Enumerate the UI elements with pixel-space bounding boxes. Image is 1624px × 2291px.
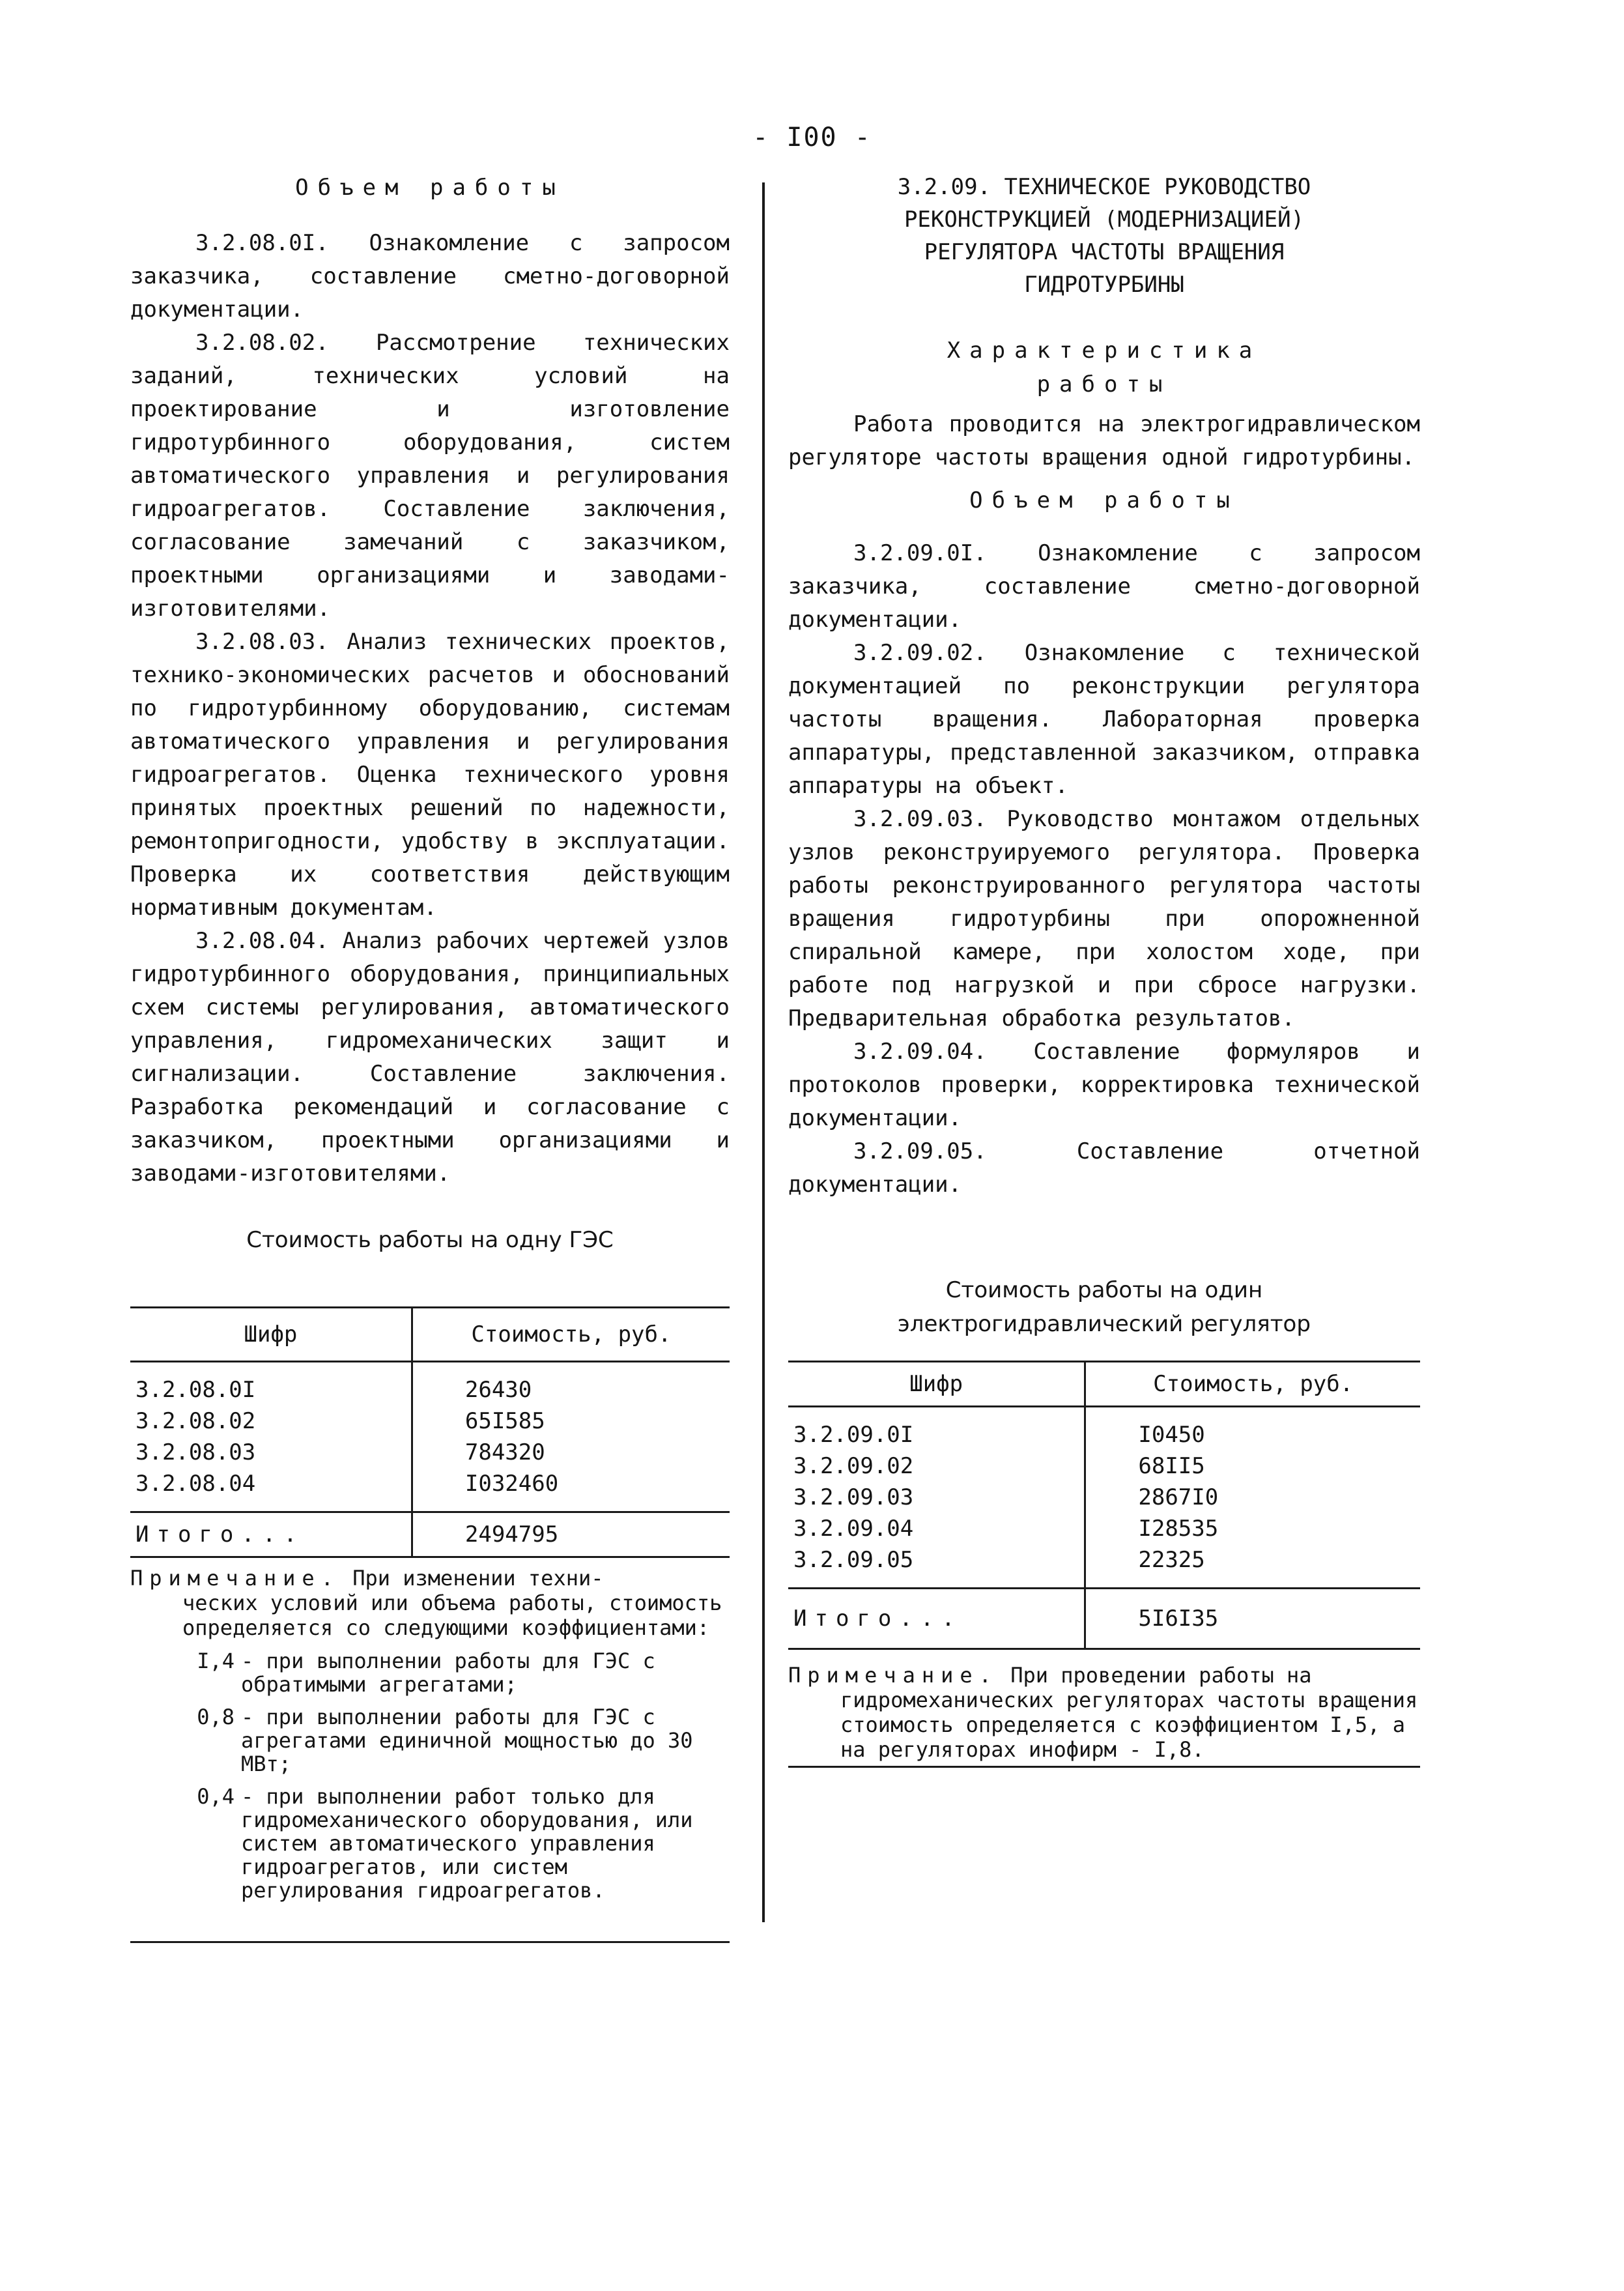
item-3-2-08-04: 3.2.08.04. Анализ рабочих чертежей узлов гидротурбинного оборудования, принципиальных схем системы регулирования, автоматического управления, гидромеханических защит и сигнализации. Составление заключения. Разработка рекомендаций и согласование с заказчиком, проектными организациями и заводами-изготовителями.: [130, 928, 730, 1187]
coefficient-text: - при выполнении работы для ГЭС с агрегатами единичной мощностью до 30 МВт;: [241, 1705, 693, 1776]
coefficient-value: 0,8: [197, 1705, 235, 1729]
note-text-rest: ческих условий или объема работы, стоимость определяется со следующими коэффициентами:: [182, 1591, 722, 1640]
row-code: 3.2.09.03: [788, 1482, 1085, 1513]
table-total-row: [788, 1589, 1420, 1649]
coefficient-value: I,4: [197, 1649, 235, 1673]
table-caption-right: Стоимость работы на один: [945, 1277, 1263, 1303]
section-title: [788, 171, 1420, 301]
column-divider: [762, 182, 765, 1922]
table-row: [788, 1482, 1420, 1513]
table-row: [130, 1362, 730, 1406]
row-code: 3.2.09.02: [788, 1450, 1085, 1482]
row-cost: I28535: [1138, 1516, 1219, 1542]
note-label: Примечание.: [130, 1566, 340, 1591]
note-text-first: При изменении техни-: [352, 1566, 604, 1591]
row-cost: I032460: [464, 1471, 559, 1497]
coefficient-text: - при выполнении работ только для гидромеханического оборудования, или систем автоматического управления гидроагрегатов, или систем регулирования гидроагрегатов.: [241, 1784, 693, 1903]
item-3-2-08-02: 3.2.08.02. Рассмотрение технических заданий, технических условий на проектирование и изготовление гидротурбинного оборудования, систем автоматического управления и регулирования гидроагрегатов. Составление заключения, согласование замечаний с заказчиком, проектными организациями и заводами-изготовителями.: [130, 330, 730, 622]
row-code: 3.2.08.04: [130, 1468, 412, 1512]
section-title-line: 3.2.09. ТЕХНИЧЕСКОЕ РУКОВОДСТВО: [897, 174, 1311, 200]
note-label: Примечание.: [788, 1663, 998, 1688]
row-code: 3.2.08.02: [130, 1405, 412, 1437]
total-label: Итого...: [788, 1589, 1085, 1649]
cost-table-left: [130, 1306, 730, 1558]
coefficient-item: [130, 1785, 730, 1902]
note-text-rest: гидромеханических регуляторах частоты вращения стоимость определяется с коэффициентом I,5, а на регуляторах инофирм - I,8.: [840, 1688, 1418, 1762]
cost-table-right: [788, 1361, 1420, 1650]
table-caption-right-2: электрогидравлический регулятор: [898, 1311, 1311, 1337]
row-code: 3.2.09.0I: [788, 1407, 1085, 1451]
item-3-2-09-02: 3.2.09.02. Ознакомление с технической документацией по реконструкции регулятора частоты вращения. Лабораторная проверка аппаратуры, представленной заказчиком, отправка аппаратуры на объект.: [788, 640, 1420, 799]
column-header-cost: Стоимость, руб.: [471, 1321, 672, 1347]
total-value: 5I6I35: [1138, 1606, 1219, 1632]
row-cost: I0450: [1138, 1422, 1205, 1448]
column-header-cost: Стоимость, руб.: [1153, 1371, 1354, 1397]
item-3-2-09-05: 3.2.09.05. Составление отчетной документации.: [788, 1138, 1420, 1198]
characteristic-heading-2: работы: [1036, 371, 1172, 397]
coefficient-text: - при выполнении работы для ГЭС с обратимыми агрегатами;: [241, 1649, 655, 1697]
column-header-code: Шифр: [130, 1308, 412, 1362]
coefficient-item: [130, 1649, 730, 1696]
item-3-2-09-04: 3.2.09.04. Составление формуляров и протоколов проверки, корректировка технической документации.: [788, 1039, 1420, 1131]
table-row: [788, 1450, 1420, 1482]
row-cost: 784320: [464, 1439, 545, 1465]
row-cost: 26430: [464, 1377, 532, 1403]
table-header-row: [788, 1362, 1420, 1407]
row-code: 3.2.08.03: [130, 1437, 412, 1468]
table-row: [788, 1513, 1420, 1544]
table-row: [130, 1405, 730, 1437]
section-end-rule: [130, 1941, 730, 1943]
coefficient-value: 0,4: [197, 1784, 235, 1809]
section-title-line: РЕГУЛЯТОРА ЧАСТОТЫ ВРАЩЕНИЯ: [924, 239, 1285, 265]
table-row: [788, 1544, 1420, 1589]
section-title-line: РЕКОНСТРУКЦИЕЙ (МОДЕРНИЗАЦИЕЙ): [904, 207, 1305, 233]
coefficient-item: [130, 1705, 730, 1776]
table-row: [130, 1437, 730, 1468]
scope-heading-left: Объем работы: [295, 175, 565, 201]
row-code: 3.2.09.04: [788, 1513, 1085, 1544]
column-header-code: Шифр: [788, 1362, 1085, 1407]
row-code: 3.2.09.05: [788, 1544, 1085, 1589]
note-text-first: При проведении работы на: [1010, 1663, 1312, 1688]
item-3-2-09-03: 3.2.09.03. Руководство монтажом отдельных узлов реконструируемого регулятора. Проверка работы реконструированного регулятора частоты вращения гидротурбины при опорожненной спиральной камере, при холостом ходе, при работе под нагрузкой и при сбросе нагрузки. Предварительная обработка результатов.: [788, 806, 1420, 1031]
section-title-line: ГИДРОТУРБИНЫ: [1024, 272, 1184, 298]
row-cost: 22325: [1138, 1547, 1205, 1573]
row-cost: 2867I0: [1138, 1484, 1219, 1510]
item-3-2-09-01: 3.2.09.0I. Ознакомление с запросом заказчика, составление сметно-договорной документации.: [788, 540, 1420, 633]
scope-heading-right: Объем работы: [969, 487, 1239, 513]
item-3-2-08-03: 3.2.08.03. Анализ технических проектов, технико-экономических расчетов и обоснований по гидротурбинному оборудованию, системам автоматического управления и регулирования гидроагрегатов. Оценка технического уровня принятых проектных решений по надежности, ремонтопригодности, удобству в эксплуатации. Проверка их соответствия действующим нормативным документам.: [130, 629, 730, 921]
table-caption-left: Стоимость работы на одну ГЭС: [246, 1227, 614, 1253]
table-row: [130, 1468, 730, 1512]
characteristic-heading: Характеристика: [947, 338, 1262, 364]
row-cost: 68II5: [1138, 1453, 1205, 1479]
left-column: [130, 171, 730, 1943]
item-3-2-08-01: 3.2.08.0I. Ознакомление с запросом заказчика, составление сметно-договорной документации.: [130, 230, 730, 323]
total-value: 2494795: [464, 1521, 559, 1548]
table-total-row: [130, 1512, 730, 1557]
row-code: 3.2.08.0I: [130, 1362, 412, 1406]
row-cost: 65I585: [464, 1408, 545, 1434]
characteristic-text: Работа проводится на электрогидравлическом регуляторе частоты вращения одной гидротурбины.: [788, 411, 1420, 470]
note-right: [788, 1663, 1420, 1762]
total-label: Итого...: [130, 1512, 412, 1557]
table-header-row: [130, 1308, 730, 1362]
table-row: [788, 1407, 1420, 1451]
section-end-rule: [788, 1766, 1420, 1768]
right-column: [788, 171, 1420, 1768]
page-number: - I00 -: [752, 122, 872, 152]
note-left: [130, 1566, 730, 1902]
